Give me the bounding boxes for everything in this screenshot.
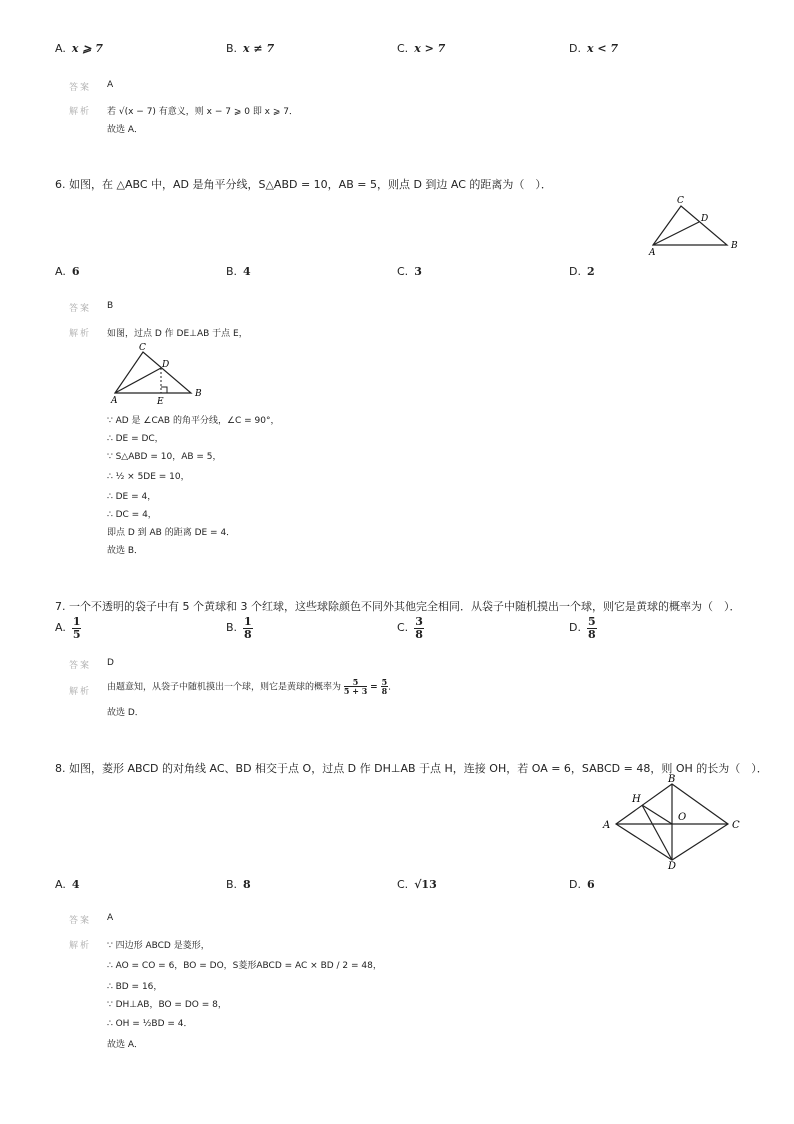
q8-label-o: O <box>678 812 687 823</box>
q6-analysis-tag: 解析 <box>69 329 92 339</box>
q6-option-d: D. 2 <box>569 265 595 278</box>
q7-stem: 7. 一个不透明的袋子中有 5 个黄球和 3 个红球，这些球除颜色不同外其他完全相同．从袋子中随机摸出一个球，则它是黄球的概率为（ ）． <box>55 600 741 613</box>
q7-option-c: C. $\frac{3}{8}$ <box>397 615 423 641</box>
q6-analysis-line: ∴ DE = DC， <box>107 434 164 444</box>
q6-analysis-line: ∵ AD 是 ∠CAB 的角平分线，∠C = 90°， <box>107 416 280 426</box>
q5-analysis-line: 若 √(x − 7) 有意义，则 x − 7 ⩾ 0 即 x ⩾ 7． <box>107 107 298 117</box>
q8-rhombus-figure <box>598 774 746 870</box>
q6-option-a: A. 6 <box>55 265 80 278</box>
q7-answer: D <box>107 658 114 668</box>
q8-stem: 8. 如图，菱形 ABCD 的对角线 AC、BD 相交于点 O，过点 D 作 DH⊥AB 于点 H，连接 OH，若 OA = 6，SABCD = 48，则 OH 的长为（ ）． <box>55 762 768 775</box>
q7-option-c-fraction: $\frac{3}{8}$ <box>415 615 423 641</box>
q8-analysis-line: 故选 A． <box>107 1040 144 1050</box>
q6-label-a: A <box>649 248 656 257</box>
q7-answer-tag: 答案 <box>69 661 92 671</box>
q6-analysis-label-e: E <box>157 397 164 407</box>
q8-label-d: D <box>668 861 677 870</box>
q8-label-a: A <box>603 820 611 831</box>
q7-analysis-fraction-1: $\frac{5}{5 + 3}$ <box>343 677 368 697</box>
q6-stem: 6. 如图，在 △ABC 中，AD 是角平分线，S△ABD = 10，AB = 5，则点 D 到边 AC 的距离为（ ）． <box>55 178 552 191</box>
q6-analysis-label-a: A <box>111 396 118 406</box>
q6-label-b: B <box>731 241 738 251</box>
q6-analysis-label-d: D <box>162 360 170 370</box>
q8-analysis-line: ∴ OH = ½BD = 4． <box>107 1019 193 1029</box>
q6-analysis-line: 即点 D 到 AB 的距离 DE = 4． <box>107 528 236 538</box>
q6-option-b: B. 4 <box>226 265 251 278</box>
q8-option-b: B. 8 <box>226 878 251 891</box>
q8-label-h: H <box>632 794 641 805</box>
q6-option-c: C. 3 <box>397 265 422 278</box>
q8-analysis-line: ∵ DH⊥AB，BO = DO = 8， <box>107 1000 227 1010</box>
q7-option-a: A. $\frac{1}{5}$ <box>55 615 81 641</box>
q6-analysis-figure <box>107 341 207 407</box>
q8-answer: A <box>107 913 114 923</box>
q5-answer-tag: 答案 <box>69 83 92 93</box>
q6-analysis-line: 故选 B． <box>107 546 144 556</box>
q5-analysis-line: 故选 A． <box>107 125 144 135</box>
q8-option-c: C. √13 <box>397 878 437 891</box>
q5-answer: A <box>107 80 114 90</box>
q5-option-b: B. x ≠ 7 <box>226 42 275 55</box>
q8-analysis-line: ∴ AO = CO = 6，BO = DO，S菱形ABCD = AC × BD / 2 = 48， <box>107 961 382 971</box>
q8-analysis-line: ∵ 四边形 ABCD 是菱形， <box>107 941 210 951</box>
q5-analysis-tag: 解析 <box>69 107 92 117</box>
q8-label-c: C <box>732 820 740 831</box>
q5-option-a: A. x ⩾ 7 <box>55 42 103 55</box>
q6-triangle-figure <box>645 193 745 257</box>
q7-option-b-fraction: $\frac{1}{8}$ <box>244 615 252 641</box>
q7-option-d-fraction: $\frac{5}{8}$ <box>587 615 596 641</box>
q6-analysis-line: ∴ DC = 4， <box>107 510 157 520</box>
q5-option-d: D. x < 7 <box>569 42 619 55</box>
q6-analysis-label-c: C <box>139 343 146 353</box>
q8-label-b: B <box>668 774 676 785</box>
q7-option-d: D. $\frac{5}{8}$ <box>569 615 596 641</box>
q6-label-d: D <box>701 214 709 224</box>
q6-answer: B <box>107 301 114 311</box>
q7-analysis-line: 由题意知，从袋子中随机摸出一个球，则它是黄球的概率为 $\frac{5}{5 + 3}$ = $\frac{5}{8}$ ． <box>107 677 398 697</box>
q6-analysis-intro: 如图，过点 D 作 DE⊥AB 于点 E， <box>107 329 248 339</box>
q8-answer-tag: 答案 <box>69 916 92 926</box>
q6-label-c: C <box>677 196 684 206</box>
q8-analysis-line: ∴ BD = 16， <box>107 982 163 992</box>
q6-analysis-line: ∴ ½ × 5DE = 10， <box>107 472 190 482</box>
q8-option-d: D. 6 <box>569 878 595 891</box>
q8-option-a: A. 4 <box>55 878 80 891</box>
q6-analysis-label-b: B <box>195 389 202 399</box>
q7-analysis-text: 由题意知，从袋子中随机摸出一个球，则它是黄球的概率为 <box>107 682 342 693</box>
q5-option-c: C. x > 7 <box>397 42 446 55</box>
q6-analysis-line: ∴ DE = 4， <box>107 492 157 502</box>
q6-analysis-line: ∵ S△ABD = 10，AB = 5， <box>107 452 222 462</box>
q7-analysis-end: 故选 D． <box>107 708 144 718</box>
q6-answer-tag: 答案 <box>69 304 92 314</box>
q8-analysis-tag: 解析 <box>69 941 92 951</box>
q7-option-b: B. $\frac{1}{8}$ <box>226 615 252 641</box>
q7-analysis-tag: 解析 <box>69 687 92 697</box>
q7-option-a-fraction: $\frac{1}{5}$ <box>72 615 81 641</box>
q7-analysis-fraction-2: $\frac{5}{8}$ <box>381 677 388 697</box>
